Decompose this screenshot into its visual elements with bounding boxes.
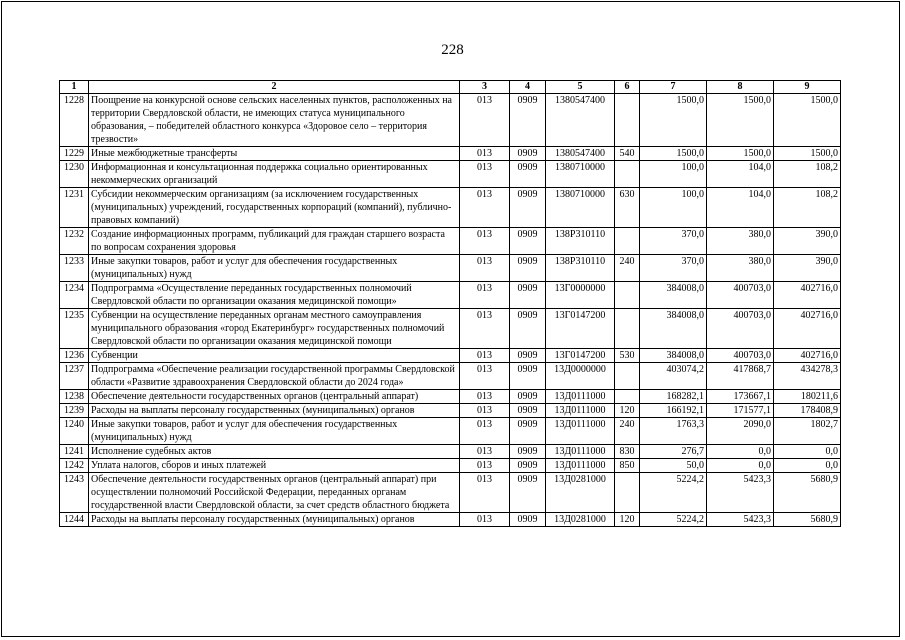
amount-col-7: 276,7 bbox=[640, 445, 707, 459]
expense-type-code bbox=[615, 473, 640, 513]
column-header: 7 bbox=[640, 81, 707, 94]
section-code: 0909 bbox=[510, 445, 546, 459]
section-code: 0909 bbox=[510, 418, 546, 445]
expense-type-code: 240 bbox=[615, 255, 640, 282]
table-row bbox=[60, 161, 841, 188]
section-code: 0909 bbox=[510, 513, 546, 527]
table-row bbox=[60, 404, 841, 418]
amount-col-8: 0,0 bbox=[707, 445, 774, 459]
amount-col-9: 180211,6 bbox=[774, 390, 841, 404]
amount-col-9: 434278,3 bbox=[774, 363, 841, 390]
row-description: Иные закупки товаров, работ и услуг для обеспечения государственных (муниципальных) нужд bbox=[89, 418, 460, 445]
ministry-code: 013 bbox=[460, 513, 510, 527]
section-code: 0909 bbox=[510, 349, 546, 363]
section-code: 0909 bbox=[510, 161, 546, 188]
row-number: 1230 bbox=[60, 161, 89, 188]
ministry-code: 013 bbox=[460, 445, 510, 459]
row-description: Информационная и консультационная поддержка социально ориентированных некоммерческих организаций bbox=[89, 161, 460, 188]
table-row bbox=[60, 418, 841, 445]
ministry-code: 013 bbox=[460, 363, 510, 390]
amount-col-8: 1500,0 bbox=[707, 147, 774, 161]
expense-type-code: 120 bbox=[615, 404, 640, 418]
row-description: Обеспечение деятельности государственных органов (центральный аппарат) при осуществлении полномочий Российской Федерации, переданных органам государственной власти Свердловской области, за счет средств областного бюджета bbox=[89, 473, 460, 513]
row-description: Иные закупки товаров, работ и услуг для обеспечения государственных (муниципальных) нужд bbox=[89, 255, 460, 282]
table-row bbox=[60, 445, 841, 459]
row-number: 1228 bbox=[60, 94, 89, 147]
amount-col-8: 400703,0 bbox=[707, 349, 774, 363]
ministry-code: 013 bbox=[460, 349, 510, 363]
ministry-code: 013 bbox=[460, 228, 510, 255]
target-article-code: 138Р310110 bbox=[546, 228, 615, 255]
amount-col-9: 1500,0 bbox=[774, 94, 841, 147]
section-code: 0909 bbox=[510, 282, 546, 309]
amount-col-9: 1802,7 bbox=[774, 418, 841, 445]
amount-col-7: 370,0 bbox=[640, 228, 707, 255]
column-header: 4 bbox=[510, 81, 546, 94]
ministry-code: 013 bbox=[460, 188, 510, 228]
expense-type-code bbox=[615, 309, 640, 349]
section-code: 0909 bbox=[510, 147, 546, 161]
row-number: 1241 bbox=[60, 445, 89, 459]
expense-type-code bbox=[615, 282, 640, 309]
amount-col-7: 5224,2 bbox=[640, 473, 707, 513]
table-row bbox=[60, 390, 841, 404]
table-row bbox=[60, 513, 841, 527]
table-row bbox=[60, 459, 841, 473]
target-article-code: 13Г0000000 bbox=[546, 282, 615, 309]
amount-col-8: 104,0 bbox=[707, 161, 774, 188]
amount-col-8: 104,0 bbox=[707, 188, 774, 228]
section-code: 0909 bbox=[510, 363, 546, 390]
target-article-code: 13Д0111000 bbox=[546, 459, 615, 473]
amount-col-7: 5224,2 bbox=[640, 513, 707, 527]
expense-type-code: 540 bbox=[615, 147, 640, 161]
amount-col-7: 403074,2 bbox=[640, 363, 707, 390]
table-row bbox=[60, 363, 841, 390]
ministry-code: 013 bbox=[460, 147, 510, 161]
budget-table bbox=[59, 80, 841, 527]
table-row bbox=[60, 349, 841, 363]
ministry-code: 013 bbox=[460, 255, 510, 282]
target-article-code: 13Г0147200 bbox=[546, 309, 615, 349]
amount-col-8: 417868,7 bbox=[707, 363, 774, 390]
expense-type-code: 630 bbox=[615, 188, 640, 228]
table-row bbox=[60, 188, 841, 228]
target-article-code: 1380547400 bbox=[546, 147, 615, 161]
table-row bbox=[60, 147, 841, 161]
amount-col-7: 384008,0 bbox=[640, 309, 707, 349]
row-description: Субсидии некоммерческим организациям (за исключением государственных (муниципальных) учреждений, государственных корпораций (компаний), публично-правовых компаний) bbox=[89, 188, 460, 228]
ministry-code: 013 bbox=[460, 418, 510, 445]
row-number: 1238 bbox=[60, 390, 89, 404]
header-row bbox=[60, 81, 841, 94]
amount-col-8: 0,0 bbox=[707, 459, 774, 473]
amount-col-7: 1500,0 bbox=[640, 94, 707, 147]
target-article-code: 1380710000 bbox=[546, 161, 615, 188]
amount-col-7: 50,0 bbox=[640, 459, 707, 473]
table-row bbox=[60, 282, 841, 309]
amount-col-9: 108,2 bbox=[774, 161, 841, 188]
row-number: 1234 bbox=[60, 282, 89, 309]
amount-col-9: 0,0 bbox=[774, 459, 841, 473]
section-code: 0909 bbox=[510, 309, 546, 349]
amount-col-7: 384008,0 bbox=[640, 282, 707, 309]
section-code: 0909 bbox=[510, 188, 546, 228]
expense-type-code: 530 bbox=[615, 349, 640, 363]
row-number: 1243 bbox=[60, 473, 89, 513]
row-number: 1231 bbox=[60, 188, 89, 228]
expense-type-code: 240 bbox=[615, 418, 640, 445]
column-header: 8 bbox=[707, 81, 774, 94]
amount-col-8: 380,0 bbox=[707, 228, 774, 255]
row-description: Подпрограмма «Осуществление переданных государственных полномочий Свердловской области по организации оказания медицинской помощи» bbox=[89, 282, 460, 309]
target-article-code: 13Д0111000 bbox=[546, 404, 615, 418]
table-body bbox=[60, 94, 841, 527]
amount-col-9: 108,2 bbox=[774, 188, 841, 228]
expense-type-code: 850 bbox=[615, 459, 640, 473]
ministry-code: 013 bbox=[460, 404, 510, 418]
section-code: 0909 bbox=[510, 94, 546, 147]
table-row bbox=[60, 255, 841, 282]
row-description: Исполнение судебных актов bbox=[89, 445, 460, 459]
target-article-code: 13Д0000000 bbox=[546, 363, 615, 390]
amount-col-9: 402716,0 bbox=[774, 282, 841, 309]
table-row bbox=[60, 473, 841, 513]
target-article-code: 1380547400 bbox=[546, 94, 615, 147]
amount-col-7: 166192,1 bbox=[640, 404, 707, 418]
amount-col-9: 5680,9 bbox=[774, 473, 841, 513]
ministry-code: 013 bbox=[460, 309, 510, 349]
column-header: 5 bbox=[546, 81, 615, 94]
section-code: 0909 bbox=[510, 404, 546, 418]
ministry-code: 013 bbox=[460, 390, 510, 404]
amount-col-7: 100,0 bbox=[640, 188, 707, 228]
amount-col-9: 1500,0 bbox=[774, 147, 841, 161]
ministry-code: 013 bbox=[460, 161, 510, 188]
expense-type-code bbox=[615, 228, 640, 255]
amount-col-9: 402716,0 bbox=[774, 309, 841, 349]
section-code: 0909 bbox=[510, 390, 546, 404]
amount-col-9: 5680,9 bbox=[774, 513, 841, 527]
amount-col-9: 402716,0 bbox=[774, 349, 841, 363]
amount-col-8: 400703,0 bbox=[707, 282, 774, 309]
amount-col-9: 390,0 bbox=[774, 228, 841, 255]
amount-col-9: 390,0 bbox=[774, 255, 841, 282]
amount-col-7: 1763,3 bbox=[640, 418, 707, 445]
amount-col-8: 173667,1 bbox=[707, 390, 774, 404]
target-article-code: 13Д0111000 bbox=[546, 390, 615, 404]
column-header: 1 bbox=[60, 81, 89, 94]
row-description: Субвенции на осуществление переданных органам местного самоуправления муниципального образования «город Екатеринбург» государственных полномочий Свердловской области по организации оказания медицинской помощи bbox=[89, 309, 460, 349]
amount-col-8: 2090,0 bbox=[707, 418, 774, 445]
column-header: 2 bbox=[89, 81, 460, 94]
expense-type-code bbox=[615, 94, 640, 147]
section-code: 0909 bbox=[510, 459, 546, 473]
table-row bbox=[60, 309, 841, 349]
amount-col-8: 400703,0 bbox=[707, 309, 774, 349]
page-number: 228 bbox=[441, 42, 464, 58]
row-number: 1244 bbox=[60, 513, 89, 527]
row-number: 1240 bbox=[60, 418, 89, 445]
row-number: 1239 bbox=[60, 404, 89, 418]
expense-type-code bbox=[615, 390, 640, 404]
expense-type-code: 120 bbox=[615, 513, 640, 527]
row-number: 1242 bbox=[60, 459, 89, 473]
row-description: Подпрограмма «Обеспечение реализации государственной программы Свердловской области «Развитие здравоохранения Свердловской области до 2024 года» bbox=[89, 363, 460, 390]
row-description: Уплата налогов, сборов и иных платежей bbox=[89, 459, 460, 473]
amount-col-7: 100,0 bbox=[640, 161, 707, 188]
expense-type-code bbox=[615, 161, 640, 188]
target-article-code: 13Д0111000 bbox=[546, 418, 615, 445]
amount-col-9: 0,0 bbox=[774, 445, 841, 459]
ministry-code: 013 bbox=[460, 459, 510, 473]
row-number: 1235 bbox=[60, 309, 89, 349]
amount-col-8: 1500,0 bbox=[707, 94, 774, 147]
ministry-code: 013 bbox=[460, 473, 510, 513]
amount-col-8: 380,0 bbox=[707, 255, 774, 282]
section-code: 0909 bbox=[510, 473, 546, 513]
expense-type-code: 830 bbox=[615, 445, 640, 459]
column-header: 9 bbox=[774, 81, 841, 94]
row-description: Субвенции bbox=[89, 349, 460, 363]
amount-col-9: 178408,9 bbox=[774, 404, 841, 418]
row-description: Поощрение на конкурсной основе сельских населенных пунктов, расположенных на территории Свердловской области, не имеющих статуса муниципального образования, – победителей областного конкурса «Здоровое село – территория трезвости» bbox=[89, 94, 460, 147]
target-article-code: 13Д0281000 bbox=[546, 473, 615, 513]
row-description: Обеспечение деятельности государственных органов (центральный аппарат) bbox=[89, 390, 460, 404]
amount-col-8: 5423,3 bbox=[707, 513, 774, 527]
amount-col-8: 171577,1 bbox=[707, 404, 774, 418]
table-row bbox=[60, 94, 841, 147]
row-number: 1232 bbox=[60, 228, 89, 255]
amount-col-7: 384008,0 bbox=[640, 349, 707, 363]
target-article-code: 138Р310110 bbox=[546, 255, 615, 282]
section-code: 0909 bbox=[510, 228, 546, 255]
amount-col-7: 370,0 bbox=[640, 255, 707, 282]
row-description: Создание информационных программ, публикаций для граждан старшего возраста по вопросам сохранения здоровья bbox=[89, 228, 460, 255]
amount-col-7: 1500,0 bbox=[640, 147, 707, 161]
ministry-code: 013 bbox=[460, 94, 510, 147]
amount-col-7: 168282,1 bbox=[640, 390, 707, 404]
row-number: 1236 bbox=[60, 349, 89, 363]
row-number: 1233 bbox=[60, 255, 89, 282]
target-article-code: 13Г0147200 bbox=[546, 349, 615, 363]
expense-type-code bbox=[615, 363, 640, 390]
target-article-code: 13Д0281000 bbox=[546, 513, 615, 527]
row-number: 1229 bbox=[60, 147, 89, 161]
row-number: 1237 bbox=[60, 363, 89, 390]
column-header: 3 bbox=[460, 81, 510, 94]
target-article-code: 1380710000 bbox=[546, 188, 615, 228]
section-code: 0909 bbox=[510, 255, 546, 282]
row-description: Иные межбюджетные трансферты bbox=[89, 147, 460, 161]
column-header: 6 bbox=[615, 81, 640, 94]
amount-col-8: 5423,3 bbox=[707, 473, 774, 513]
target-article-code: 13Д0111000 bbox=[546, 445, 615, 459]
table-row bbox=[60, 228, 841, 255]
ministry-code: 013 bbox=[460, 282, 510, 309]
row-description: Расходы на выплаты персоналу государственных (муниципальных) органов bbox=[89, 404, 460, 418]
row-description: Расходы на выплаты персоналу государственных (муниципальных) органов bbox=[89, 513, 460, 527]
